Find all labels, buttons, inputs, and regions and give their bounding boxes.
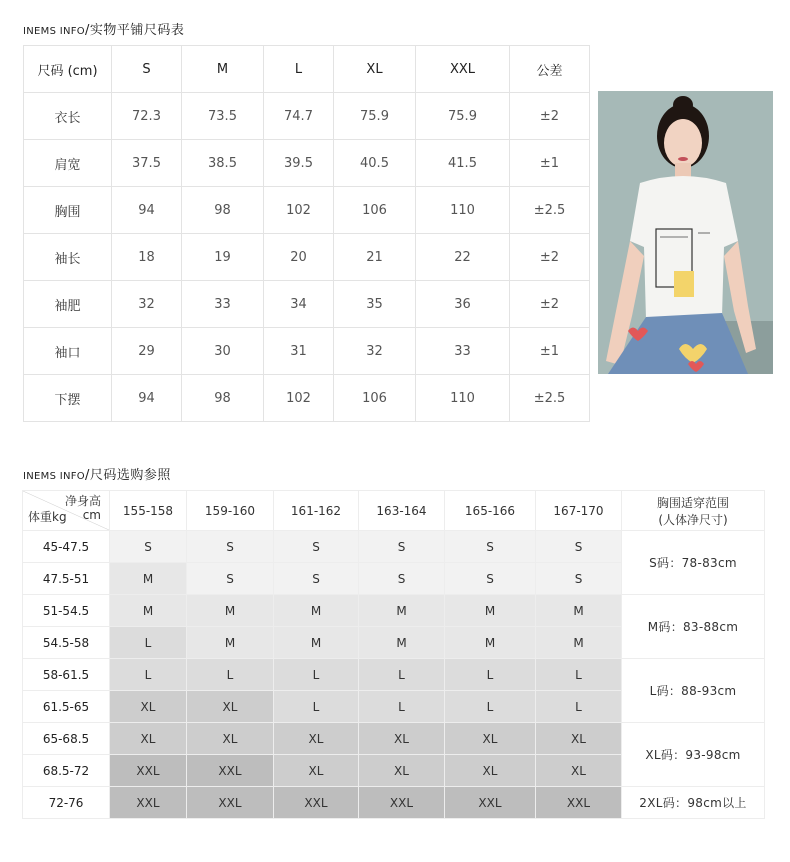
tolerance-cell: ±2.5: [510, 187, 590, 234]
recommended-size-cell: M: [110, 563, 187, 595]
weight-range-cell: 68.5-72: [23, 755, 110, 787]
recommended-size-cell: L: [445, 691, 536, 723]
recommended-size-cell: XXL: [110, 787, 187, 819]
weight-row: [23, 531, 765, 563]
height-range-header: 165-166: [445, 491, 536, 531]
measurement-value: 30: [182, 328, 264, 375]
measurement-value: 19: [182, 234, 264, 281]
recommended-size-cell: L: [536, 691, 622, 723]
measurement-value: 36: [416, 281, 510, 328]
measurement-row: [24, 140, 590, 187]
recommended-size-cell: M: [274, 627, 359, 659]
height-range-header: 163-164: [359, 491, 445, 531]
measurement-value: 94: [112, 187, 182, 234]
recommended-size-cell: S: [187, 563, 274, 595]
recommended-size-cell: S: [536, 531, 622, 563]
measurement-row: [24, 328, 590, 375]
recommended-size-cell: XL: [359, 723, 445, 755]
recommended-size-cell: XL: [445, 723, 536, 755]
weight-range-cell: 72-76: [23, 787, 110, 819]
recommended-size-cell: XXL: [445, 787, 536, 819]
recommended-size-cell: L: [274, 659, 359, 691]
recommended-size-cell: M: [359, 595, 445, 627]
recommended-size-cell: XXL: [187, 787, 274, 819]
measurement-value: 39.5: [264, 140, 334, 187]
recommended-size-cell: XL: [274, 723, 359, 755]
measurement-row: [24, 375, 590, 422]
recommended-size-cell: XL: [110, 723, 187, 755]
recommended-size-cell: XXL: [274, 787, 359, 819]
recommended-size-cell: M: [187, 627, 274, 659]
chest-range-header: [622, 491, 765, 531]
measurement-value: 20: [264, 234, 334, 281]
size-header-row: [24, 46, 590, 93]
model-photo-illustration: [598, 91, 773, 374]
height-range-header: 155-158: [110, 491, 187, 531]
measurement-value: 106: [334, 375, 416, 422]
recommended-size-cell: XXL: [110, 755, 187, 787]
recommended-size-cell: L: [274, 691, 359, 723]
weight-range-cell: 54.5-58: [23, 627, 110, 659]
measurement-value: 32: [112, 281, 182, 328]
size-header-cell: 公差: [510, 46, 590, 93]
chest-range-cell: XL码：93-98cm: [622, 723, 765, 787]
recommended-size-cell: L: [110, 627, 187, 659]
weight-row: [23, 659, 765, 691]
recommended-size-cell: M: [187, 595, 274, 627]
height-unit: cm: [82, 508, 101, 522]
size-unit-header: 尺码 (cm): [24, 46, 112, 93]
measurement-value: 35: [334, 281, 416, 328]
measurement-value: 31: [264, 328, 334, 375]
recommended-size-cell: L: [359, 659, 445, 691]
reference-header-row: [23, 491, 765, 531]
chest-range-header-line1: 胸围适穿范围: [656, 495, 729, 510]
recommended-size-cell: XL: [445, 755, 536, 787]
recommended-size-cell: M: [359, 627, 445, 659]
measurement-label: 袖口: [24, 328, 112, 375]
recommended-size-cell: S: [274, 531, 359, 563]
measurement-label: 肩宽: [24, 140, 112, 187]
measurement-value: 33: [416, 328, 510, 375]
measurement-value: 40.5: [334, 140, 416, 187]
size-header-cell: XXL: [416, 46, 510, 93]
recommended-size-cell: L: [445, 659, 536, 691]
chest-range-header-line2: (人体净尺寸): [658, 512, 728, 527]
size-header-cell: M: [182, 46, 264, 93]
measurement-value: 74.7: [264, 93, 334, 140]
measurement-row: [24, 93, 590, 140]
height-label: 净身高: [64, 494, 101, 508]
chest-range-cell: M码：83-88cm: [622, 595, 765, 659]
recommended-size-cell: S: [274, 563, 359, 595]
recommended-size-cell: M: [445, 627, 536, 659]
measurement-label: 下摆: [24, 375, 112, 422]
measurement-value: 110: [416, 375, 510, 422]
weight-range-cell: 61.5-65: [23, 691, 110, 723]
measurement-label: 衣长: [24, 93, 112, 140]
tolerance-cell: ±2.5: [510, 375, 590, 422]
recommended-size-cell: XL: [359, 755, 445, 787]
weight-label: 体重kg: [28, 510, 67, 524]
measurement-value: 98: [182, 187, 264, 234]
measurement-value: 106: [334, 187, 416, 234]
size-selection-table: [22, 490, 765, 819]
measurement-value: 34: [264, 281, 334, 328]
measurement-label: 袖肥: [24, 281, 112, 328]
height-range-header: 161-162: [274, 491, 359, 531]
recommended-size-cell: M: [445, 595, 536, 627]
size-header-cell: XL: [334, 46, 416, 93]
tolerance-cell: ±1: [510, 140, 590, 187]
recommended-size-cell: XL: [274, 755, 359, 787]
height-range-header: 159-160: [187, 491, 274, 531]
weight-range-cell: 47.5-51: [23, 563, 110, 595]
recommended-size-cell: M: [274, 595, 359, 627]
measurement-value: 73.5: [182, 93, 264, 140]
measurement-value: 22: [416, 234, 510, 281]
measurement-row: [24, 281, 590, 328]
weight-range-cell: 65-68.5: [23, 723, 110, 755]
size-chart-title: [23, 19, 184, 38]
weight-range-cell: 58-61.5: [23, 659, 110, 691]
recommended-size-cell: S: [536, 563, 622, 595]
recommended-size-cell: S: [359, 563, 445, 595]
corner-cell: [23, 491, 110, 531]
size-header-cell: S: [112, 46, 182, 93]
size-header-cell: L: [264, 46, 334, 93]
weight-row: [23, 595, 765, 627]
measurement-value: 75.9: [416, 93, 510, 140]
recommended-size-cell: S: [445, 563, 536, 595]
measurement-label: 胸围: [24, 187, 112, 234]
measurement-value: 21: [334, 234, 416, 281]
title-cn: /实物平铺尺码表: [84, 23, 185, 38]
measurement-label: 袖长: [24, 234, 112, 281]
title-en: INEMS INFO: [23, 26, 85, 37]
measurement-value: 102: [264, 187, 334, 234]
weight-row: [23, 723, 765, 755]
height-range-header: 167-170: [536, 491, 622, 531]
recommended-size-cell: XXL: [359, 787, 445, 819]
tolerance-cell: ±2: [510, 234, 590, 281]
measurement-value: 102: [264, 375, 334, 422]
recommended-size-cell: L: [187, 659, 274, 691]
measurement-value: 33: [182, 281, 264, 328]
size-reference-title: [23, 464, 171, 483]
weight-row: [23, 787, 765, 819]
tolerance-cell: ±2: [510, 281, 590, 328]
chest-range-cell: L码：88-93cm: [622, 659, 765, 723]
recommended-size-cell: S: [445, 531, 536, 563]
recommended-size-cell: XL: [536, 723, 622, 755]
measurement-value: 32: [334, 328, 416, 375]
measurement-value: 18: [112, 234, 182, 281]
weight-range-cell: 51-54.5: [23, 595, 110, 627]
recommended-size-cell: M: [536, 595, 622, 627]
recommended-size-cell: XXL: [187, 755, 274, 787]
measurement-value: 94: [112, 375, 182, 422]
recommended-size-cell: S: [110, 531, 187, 563]
recommended-size-cell: XXL: [536, 787, 622, 819]
recommended-size-cell: M: [110, 595, 187, 627]
measurement-value: 72.3: [112, 93, 182, 140]
recommended-size-cell: M: [536, 627, 622, 659]
chest-range-cell: 2XL码：98cm以上: [622, 787, 765, 819]
measurement-row: [24, 234, 590, 281]
flat-measurement-table: [23, 45, 590, 422]
recommended-size-cell: S: [187, 531, 274, 563]
measurement-value: 110: [416, 187, 510, 234]
title-en: INEMS INFO: [23, 471, 85, 482]
measurement-value: 29: [112, 328, 182, 375]
measurement-value: 37.5: [112, 140, 182, 187]
model-photo: [598, 91, 773, 374]
weight-range-cell: 45-47.5: [23, 531, 110, 563]
chest-range-cell: S码：78-83cm: [622, 531, 765, 595]
tolerance-cell: ±1: [510, 328, 590, 375]
recommended-size-cell: S: [359, 531, 445, 563]
recommended-size-cell: XL: [536, 755, 622, 787]
recommended-size-cell: L: [359, 691, 445, 723]
measurement-value: 75.9: [334, 93, 416, 140]
tolerance-cell: ±2: [510, 93, 590, 140]
recommended-size-cell: XL: [187, 723, 274, 755]
measurement-value: 41.5: [416, 140, 510, 187]
measurement-value: 98: [182, 375, 264, 422]
recommended-size-cell: XL: [187, 691, 274, 723]
recommended-size-cell: L: [110, 659, 187, 691]
recommended-size-cell: XL: [110, 691, 187, 723]
measurement-value: 38.5: [182, 140, 264, 187]
recommended-size-cell: L: [536, 659, 622, 691]
title-cn: /尺码选购参照: [84, 468, 171, 483]
measurement-row: [24, 187, 590, 234]
